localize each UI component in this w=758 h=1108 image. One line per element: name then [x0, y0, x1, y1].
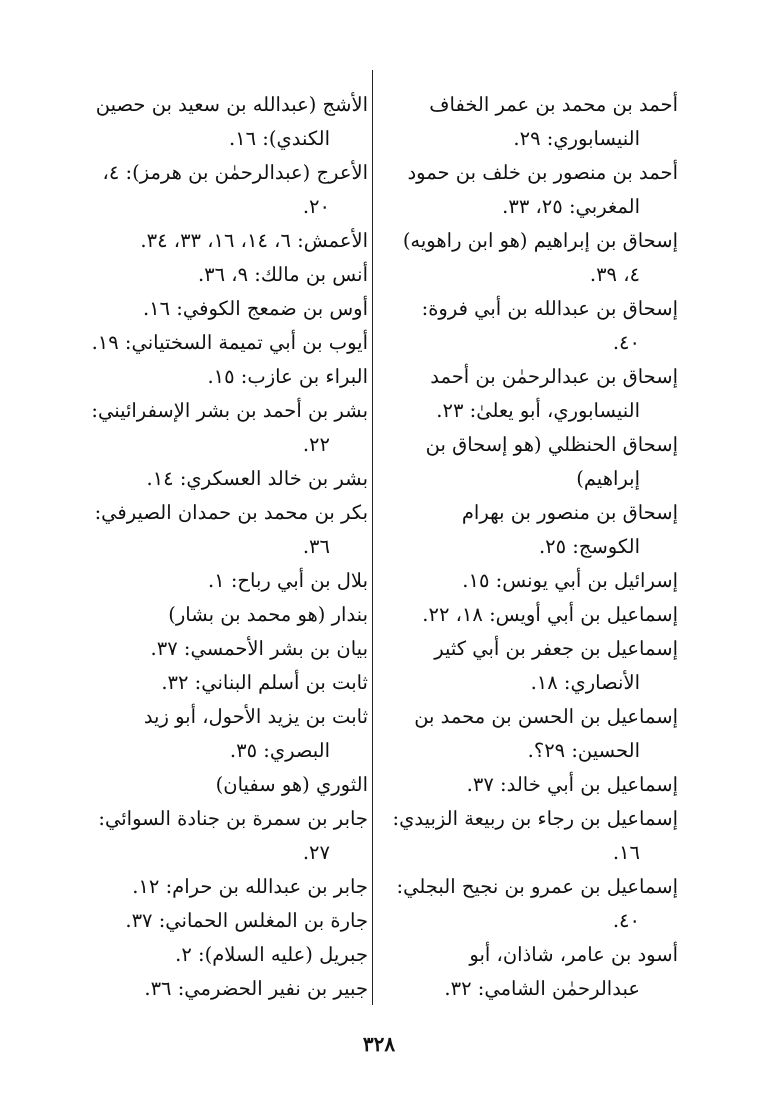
index-entry	[378, 598, 678, 632]
index-entry-name: بلال بن أبي رباح: ١.	[207, 569, 368, 592]
index-entry-pages: ٢٠.	[302, 195, 330, 218]
index-entry-name: إسحاق الحنظلي (هو إسحاق بن	[425, 433, 678, 456]
index-column-left	[68, 88, 368, 1006]
index-entry	[378, 428, 678, 496]
index-entry	[378, 564, 678, 598]
index-entry	[68, 564, 368, 598]
index-entry-name: الأعرج (عبدالرحمٰن بن هرمز): ٤،	[102, 161, 368, 184]
index-entry-name: أيوب بن أبي تميمة السختياني: ١٩.	[91, 331, 368, 354]
index-entry	[68, 802, 368, 870]
index-entry	[378, 632, 678, 700]
index-entry-pages: ١٦.	[612, 841, 640, 864]
index-entry-name: بندار (هو محمد بن بشار)	[168, 603, 368, 626]
index-entry-name: إسماعيل بن أبي أويس: ١٨، ٢٢.	[422, 603, 678, 626]
index-entry	[68, 666, 368, 700]
index-entry	[68, 904, 368, 938]
index-entry	[68, 768, 368, 802]
index-entry-pages: الكوسج: ٢٥.	[538, 535, 640, 558]
index-entry-name: إسماعيل بن أبي خالد: ٣٧.	[466, 773, 678, 796]
column-divider	[372, 70, 373, 1005]
index-entry-name: الثوري (هو سفيان)	[215, 773, 368, 796]
index-entry-pages: ٤٠.	[612, 909, 640, 932]
index-entry	[68, 292, 368, 326]
index-entry	[68, 88, 368, 156]
index-entry-pages: الأنصاري: ١٨.	[530, 671, 640, 694]
index-entry	[378, 88, 678, 156]
index-entry-name: الأعمش: ٦، ١٤، ١٦، ٣٣، ٣٤.	[140, 229, 368, 252]
index-entry-name: البراء بن عازب: ١٥.	[207, 365, 368, 388]
index-entry	[68, 700, 368, 768]
index-entry-pages: الحسين: ٢٩؟.	[527, 739, 640, 762]
index-entry-name: إسحاق بن عبدالله بن أبي فروة:	[421, 297, 678, 320]
index-entry-name: إسماعيل بن رجاء بن ربيعة الزبيدي:	[392, 807, 678, 830]
index-entry-name: ثابت بن يزيد الأحول، أبو زيد	[143, 705, 368, 728]
index-entry-pages: إبراهيم)	[576, 467, 640, 490]
index-entry-name: إسرائيل بن أبي يونس: ١٥.	[462, 569, 678, 592]
index-entry	[68, 156, 368, 224]
index-entry-name: أنس بن مالك: ٩، ٣٦.	[197, 263, 368, 286]
index-entry-name: ثابت بن أسلم البناني: ٣٢.	[161, 671, 368, 694]
index-entry-pages: النيسابوري، أبو يعلىٰ: ٢٣.	[436, 399, 640, 422]
index-entry-name: إسماعيل بن عمرو بن نجيح البجلي:	[396, 875, 678, 898]
index-entry-name: بشر بن أحمد بن بشر الإسفرائيني:	[91, 399, 368, 422]
index-entry-name: الأشج (عبدالله بن سعيد بن حصين	[95, 93, 368, 116]
index-entry	[68, 938, 368, 972]
index-entry-name: إسحاق بن منصور بن بهرام	[461, 501, 678, 524]
index-entry-pages: ٤، ٣٩.	[589, 263, 640, 286]
index-entry	[68, 394, 368, 462]
index-entry-name: أحمد بن منصور بن خلف بن حمود	[407, 161, 678, 184]
index-entry	[68, 496, 368, 564]
index-entry	[378, 870, 678, 938]
index-entry	[378, 292, 678, 360]
index-entry-name: إسحاق بن إبراهيم (هو ابن راهويه)	[402, 229, 678, 252]
index-entry-pages: ٤٠.	[612, 331, 640, 354]
index-entry	[68, 326, 368, 360]
index-entry-name: بكر بن محمد بن حمدان الصيرفي:	[94, 501, 368, 524]
index-entry-name: إسحاق بن عبدالرحمٰن بن أحمد	[430, 365, 678, 388]
index-entry	[68, 224, 368, 258]
index-entry	[378, 496, 678, 564]
index-entry-name: جبريل (عليه السلام): ٢.	[175, 943, 368, 966]
index-entry-pages: ٣٦.	[302, 535, 330, 558]
index-entry-pages: المغربي: ٢٥، ٣٣.	[502, 195, 640, 218]
index-entry-name: أسود بن عامر، شاذان، أبو	[469, 943, 678, 966]
index-column-right	[378, 88, 678, 1006]
index-entry	[68, 870, 368, 904]
index-entry-name: أحمد بن محمد بن عمر الخفاف	[429, 93, 678, 116]
index-entry-name: جابر بن عبدالله بن حرام: ١٢.	[132, 875, 368, 898]
index-entry-pages: النيسابوري: ٢٩.	[513, 127, 640, 150]
index-entry-pages: ٢٢.	[302, 433, 330, 456]
page-number: ٣٢٨	[362, 1032, 396, 1056]
index-entry-pages: الكندي): ١٦.	[228, 127, 330, 150]
index-entry-name: بيان بن بشر الأحمسي: ٣٧.	[150, 637, 368, 660]
index-entry-name: جارة بن المغلس الحماني: ٣٧.	[125, 909, 368, 932]
index-entry-name: جابر بن سمرة بن جنادة السوائي:	[98, 807, 368, 830]
index-entry	[68, 632, 368, 666]
index-entry	[68, 462, 368, 496]
index-entry	[378, 802, 678, 870]
index-entry-pages: البصري: ٣٥.	[229, 739, 330, 762]
index-entry	[68, 360, 368, 394]
index-entry	[68, 972, 368, 1006]
index-entry	[378, 224, 678, 292]
index-entry-name: إسماعيل بن الحسن بن محمد بن	[414, 705, 678, 728]
index-entry	[378, 360, 678, 428]
index-entry-pages: عبدالرحمٰن الشامي: ٣٢.	[444, 977, 640, 1000]
index-entry-name: إسماعيل بن جعفر بن أبي كثير	[434, 637, 678, 660]
index-entry	[378, 768, 678, 802]
index-entry-pages: ٢٧.	[302, 841, 330, 864]
index-entry	[378, 700, 678, 768]
index-entry-name: أوس بن ضمعج الكوفي: ١٦.	[142, 297, 368, 320]
index-entry-name: بشر بن خالد العسكري: ١٤.	[146, 467, 368, 490]
index-entry	[378, 938, 678, 1006]
index-entry	[68, 258, 368, 292]
index-entry-name: جبير بن نفير الحضرمي: ٣٦.	[144, 977, 368, 1000]
index-entry	[378, 156, 678, 224]
index-entry	[68, 598, 368, 632]
